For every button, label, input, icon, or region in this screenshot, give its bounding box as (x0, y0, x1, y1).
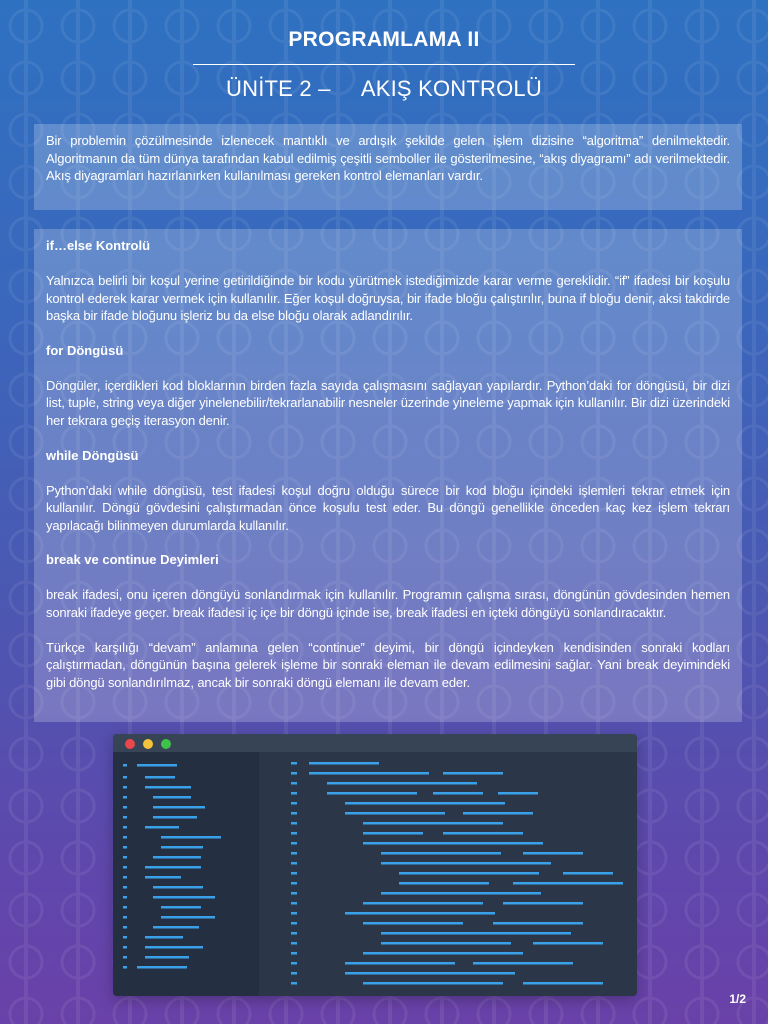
code-line (327, 782, 477, 785)
code-line (345, 912, 495, 915)
line-number (291, 932, 297, 935)
code-line (513, 882, 623, 885)
page-title: PROGRAMLAMA II (288, 28, 480, 51)
line-number (291, 962, 297, 965)
sidebar-line (145, 776, 175, 779)
section-title-for: for Döngüsü (46, 342, 124, 358)
code-line (345, 972, 515, 975)
section-text-if-else: Yalnızca belirli bir koşul yerine getirildiğinde bir kodu yürütmek istediğimizde karar verme gereklidir. “if” ifadesi bir koşulu kontrol ederek karar vermek için kullanılır. Eğer koşul doğruysa, bir ifade bloğu çalıştırılır, buna if bloğu denir, aksi takdirde başka bir ifade bloğunu işleriz bu da else bloğu olarak adlandırılır. (46, 273, 730, 324)
code-line (399, 882, 489, 885)
code-line (381, 932, 571, 935)
code-line (399, 872, 539, 875)
sidebar-marker (123, 816, 127, 819)
section-text-continue: Türkçe karşılığı “devam” anlamına gelen “continue” deyimi, bir döngü içindeyken kendisinden sonraki kodları çalıştırmadan, döngünün başına gelerek işleme bir sonraki eleman ile devam edilmesini sağlar. Yani break deyimindeki gibi döngü sonlandırılmaz, ancak bir sonraki döngü elemanı ile devam eder. (46, 639, 730, 690)
section-text-for: Döngüler, içerdikleri kod bloklarının birden fazla sayıda çalışmasını sağlayan yapılardır. Python’daki for döngüsü, bir dizi list, tuple, string veya diğer yinelenebilir/tekrarlanabilir nesneler üzerinde yineleme yapmak için kullanılır. Bir dizi üzerindeki her tekrara geçiş iterasyon denir. (46, 377, 730, 428)
code-line (381, 942, 511, 945)
code-line (363, 952, 523, 955)
sidebar-marker (123, 966, 127, 969)
code-line (345, 802, 505, 805)
section-text-break: break ifadesi, onu içeren döngüyü sonlandırmak için kullanılır. Programın çalışma sırası, döngünün gövdesinden hemen sonraki ifadeye geçer. break ifadesi iç içe bir döngü içinde ise, break ifadesi en içteki döngüyü sonlandıracaktır. (46, 587, 730, 620)
code-line (503, 902, 583, 905)
section-title-while: while Döngüsü (46, 447, 139, 463)
code-line (523, 982, 603, 985)
code-line (381, 862, 551, 865)
line-number (291, 882, 297, 885)
code-line (563, 872, 613, 875)
code-line (473, 962, 573, 965)
sidebar-line (161, 836, 221, 839)
sidebar-line (153, 816, 197, 819)
code-line (463, 812, 533, 815)
sidebar-line (161, 916, 215, 919)
line-number (291, 872, 297, 875)
sidebar-line (153, 926, 199, 929)
code-line (327, 792, 417, 795)
intro-panel (34, 124, 742, 210)
line-number (291, 892, 297, 895)
sidebar-marker (123, 936, 127, 939)
sidebar-line (145, 786, 191, 789)
sidebar-marker (123, 776, 127, 779)
page-number: 1/2 (729, 992, 746, 1006)
line-number (291, 952, 297, 955)
code-line (363, 842, 543, 845)
sidebar-line (145, 866, 201, 869)
section-break-continue (46, 551, 730, 691)
line-number (291, 802, 297, 805)
code-line (381, 852, 501, 855)
title-divider (193, 64, 575, 65)
line-number (291, 972, 297, 975)
unit-subtitle (0, 76, 768, 102)
sidebar-marker (123, 916, 127, 919)
sidebar-line (145, 956, 189, 959)
sidebar-line (137, 966, 187, 969)
code-line (345, 962, 455, 965)
sidebar-marker (123, 946, 127, 949)
code-line (493, 922, 583, 925)
code-line (433, 792, 483, 795)
code-line (498, 792, 538, 795)
code-line (363, 822, 503, 825)
sidebar-line (145, 936, 183, 939)
sidebar-line (153, 896, 215, 899)
section-text-while: Python’daki while döngüsü, test ifadesi koşul doğru olduğu sürece bir kod bloğu içindeki işlemleri tekrar etmek için kullanılır. Döngü gövdesini çalıştırmadan önce koşulu test eder. Bu döngü genellikle önceden kaç kez işlem tekrarı yapılacağı bilinmeyen durumlarda kullanılır. (46, 482, 730, 533)
line-number (291, 912, 297, 915)
sidebar-line (145, 946, 203, 949)
line-number (291, 922, 297, 925)
code-lines (113, 734, 637, 996)
sidebar-line (161, 906, 201, 909)
sidebar-line (153, 796, 191, 799)
section-if-else (46, 237, 730, 325)
code-line (381, 892, 541, 895)
content-panel (34, 229, 742, 722)
code-line (363, 832, 423, 835)
sidebar-line (145, 826, 179, 829)
line-number (291, 942, 297, 945)
code-line (443, 832, 523, 835)
sidebar-marker (123, 866, 127, 869)
sidebar-marker (123, 806, 127, 809)
line-number (291, 782, 297, 785)
sidebar-marker (123, 906, 127, 909)
line-number (291, 902, 297, 905)
sidebar-marker (123, 764, 127, 767)
line-number (291, 982, 297, 985)
section-title-if-else: if…else Kontrolü (46, 238, 151, 253)
sidebar-line (161, 846, 203, 849)
line-number (291, 842, 297, 845)
line-number (291, 772, 297, 775)
section-while (46, 447, 730, 535)
section-for (46, 342, 730, 430)
intro-text: Bir problemin çözülmesinde izlenecek mantıklı ve ardışık şekilde gelen işlem dizisine “algoritma” denilmektedir. Algoritmanın da tüm dünya tarafından kabul edilmiş çeşitli semboller ile gösterilmesine, “akış diyagramı” adı verilmektedir. Akış diyagramları hazırlanırken kullanılması gereken kontrol elemanları vardır. (46, 133, 730, 184)
line-number (291, 832, 297, 835)
sidebar-line (153, 886, 203, 889)
sidebar-marker (123, 896, 127, 899)
code-line (443, 772, 503, 775)
sidebar-marker (123, 786, 127, 789)
sidebar-marker (123, 926, 127, 929)
code-line (309, 772, 429, 775)
code-line (523, 852, 583, 855)
line-number (291, 812, 297, 815)
sidebar-marker (123, 796, 127, 799)
sidebar-marker (123, 876, 127, 879)
code-line (533, 942, 603, 945)
line-number (291, 862, 297, 865)
sidebar-marker (123, 836, 127, 839)
line-number (291, 822, 297, 825)
code-line (363, 902, 483, 905)
code-line (363, 922, 463, 925)
section-title-break-continue: break ve continue Deyimleri (46, 552, 219, 568)
line-number (291, 762, 297, 765)
code-editor-icon (113, 734, 637, 996)
sidebar-marker (123, 956, 127, 959)
code-line (363, 982, 503, 985)
code-line (309, 762, 379, 765)
unit-subtitle-text: ÜNİTE 2 – AKIŞ KONTROLÜ (226, 76, 542, 101)
sidebar-line (153, 806, 205, 809)
sidebar-line (137, 764, 177, 767)
sidebar-marker (123, 886, 127, 889)
sidebar-line (153, 856, 201, 859)
sidebar-marker (123, 856, 127, 859)
sidebar-marker (123, 846, 127, 849)
sidebar-line (145, 876, 181, 879)
sidebar-marker (123, 826, 127, 829)
line-number (291, 852, 297, 855)
line-number (291, 792, 297, 795)
code-line (345, 812, 445, 815)
